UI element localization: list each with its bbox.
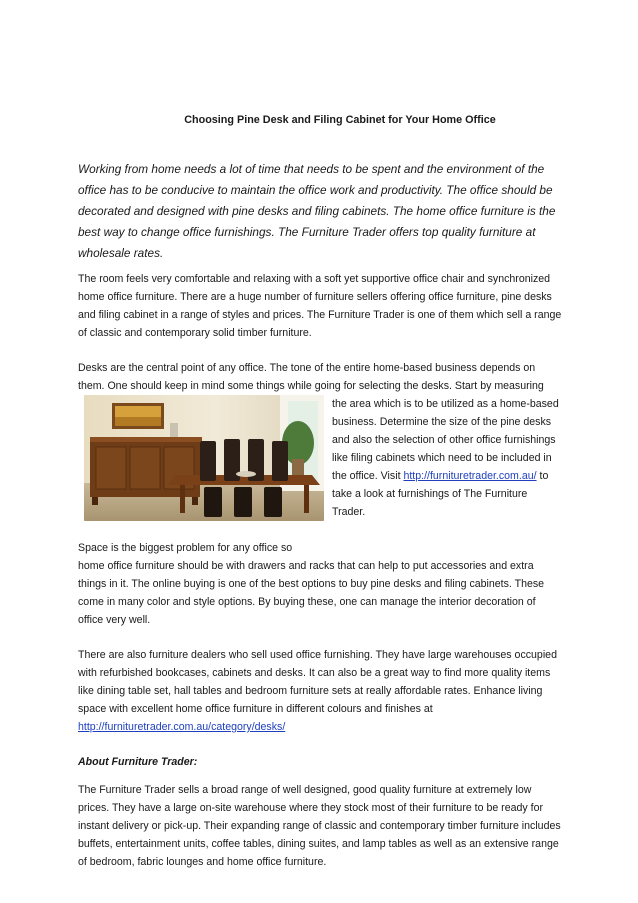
paragraph-dealers-text: There are also furniture dealers who sell used office furnishing. They have large warehouses occupied with refurbished bookcases, cabinets and desks. It can also be a great way to find more quality items like dining table set, hall tables and bedroom furniture sets at really affordable rates. Enhance living space with excellent home office furniture in different colours and finishes at: [78, 649, 557, 715]
furniture-trader-link[interactable]: http://furnituretrader.com.au/: [403, 470, 537, 482]
document-body: [78, 111, 562, 888]
image-wrap-section: [78, 395, 562, 557]
paragraph-space: home office furniture should be with drawers and racks that can help to put accessories and extra things in it. The online buying is one of the best options to buy pine desks and filing cabinets. These come in many color and style options. By buying these, one can manage the interior decoration of office very well.: [78, 560, 545, 626]
paragraph-desks-tail: to take a look at furnishings of The Furniture Trader.: [332, 470, 549, 518]
paragraph-space-lead: Space is the biggest problem for any office so: [78, 542, 293, 554]
document-title: Choosing Pine Desk and Filing Cabinet for Your Home Office: [184, 114, 496, 126]
desks-category-link[interactable]: http://furnituretrader.com.au/category/desks/: [78, 721, 286, 733]
intro-paragraph: Working from home needs a lot of time that needs to be spent and the environment of the office has to be conducive to maintain the office work and productivity. The office should be decorated and designed with pine desks and filing cabinets. The home office furniture is the best way to change office furnishings. The Furniture Trader offers top quality furniture at wholesale rates.: [78, 162, 556, 260]
about-heading: About Furniture Trader:: [78, 756, 198, 768]
paragraph-desks-text: the area which is to be utilized as a home-based business. Determine the size of the pine desks and also the selection of other office furnishings like filing cabinets which need to be included in the office. Visit: [332, 398, 559, 482]
about-paragraph: The Furniture Trader sells a broad range of well designed, good quality furniture at extremely low prices. They have a large on-site warehouse where they stock most of their furniture to be ready for instant delivery or pick-up. Their expanding range of classic and contemporary timber furniture includes buffets, entertainment units, coffee tables, dining suites, and lamp tables as well as an extensive range of bedroom, fabric lounges and home office furniture.: [78, 784, 561, 868]
paragraph-comfort: The room feels very comfortable and relaxing with a soft yet supportive office chair and synchronized home office furniture. There are a huge number of furniture sellers offering office furniture, pine desks and filing cabinet in a range of styles and prices. The Furniture Trader is one of them which sell a range of classic and contemporary solid timber furniture.: [78, 273, 562, 339]
spacer: [78, 521, 562, 539]
paragraph-dealers: [78, 646, 562, 736]
paragraph-desks-lead: Desks are the central point of any office. The tone of the entire home-based business depends on them. One should keep in mind some things while going for selecting the desks. Start by measuring: [78, 362, 544, 392]
dining-room-image: [84, 395, 324, 521]
